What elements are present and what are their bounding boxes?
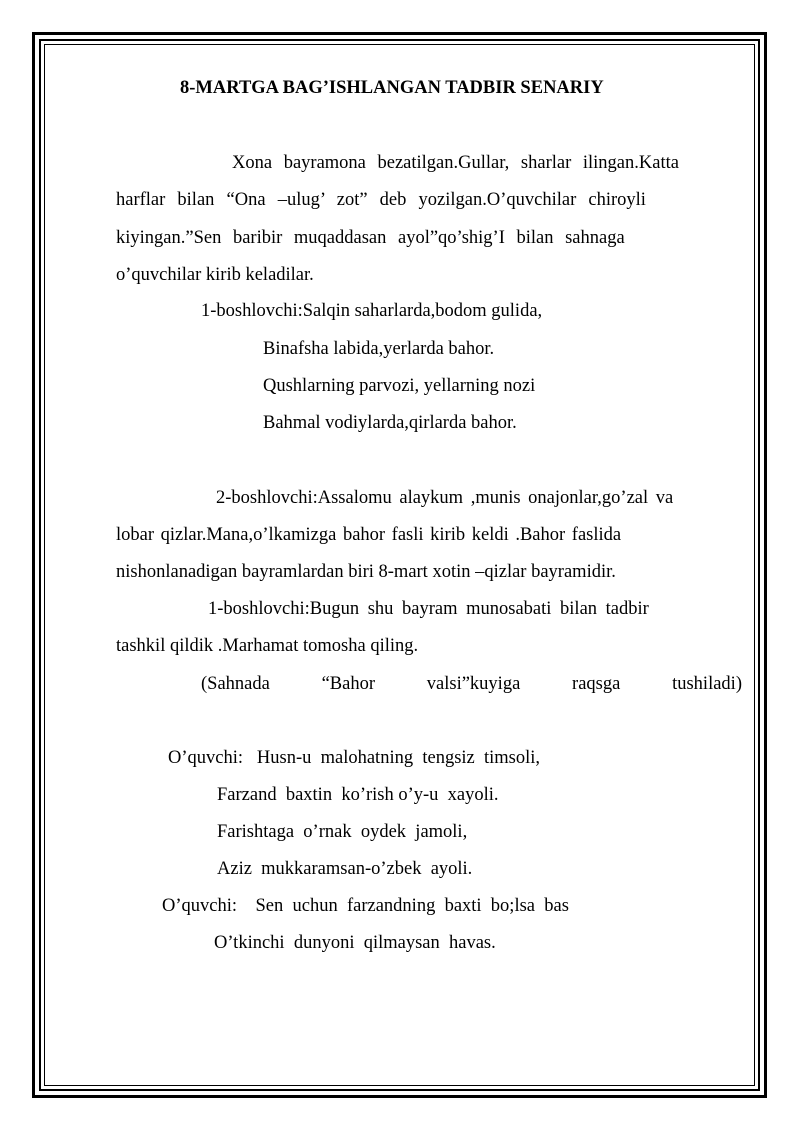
intro-line-4: o’quvchilar kirib keladilar. bbox=[116, 265, 314, 285]
stage-word-1: (Sahnada bbox=[201, 674, 270, 694]
speech2-line-2: lobar qizlar.Mana,o’lkamizga bahor fasli kirib keldi .Bahor faslida bbox=[116, 525, 622, 545]
intro-line-2: harflar bilan “Ona –ulug’ zot” deb yozilgan.O’quvchilar chiroyli bbox=[116, 190, 646, 210]
poem2-line-1: O’quvchi: Husn-u malohatning tengsiz timsoli, bbox=[168, 748, 541, 768]
poem2-line-4: Aziz mukkaramsan-o’zbek ayoli. bbox=[217, 859, 473, 879]
stage-word-2: “Bahor bbox=[321, 674, 376, 694]
poem2-line-3: Farishtaga o’rnak oydek jamoli, bbox=[217, 822, 468, 842]
poem2-line-6: O’tkinchi dunyoni qilmaysan havas. bbox=[214, 933, 496, 953]
speech2-line-1: 2-boshlovchi:Assalomu alaykum ,munis onajonlar,go’zal va bbox=[216, 488, 674, 508]
document-title: 8-MARTGA BAG’ISHLANGAN TADBIR SENARIY bbox=[180, 78, 604, 98]
speech2-line-3: nishonlanadigan bayramlardan biri 8-mart xotin –qizlar bayramidir. bbox=[116, 562, 616, 582]
speech3-line-1: 1-boshlovchi:Bugun shu bayram munosabati bilan tadbir bbox=[208, 599, 649, 619]
stage-direction bbox=[201, 673, 742, 695]
stage-word-5: tushiladi) bbox=[672, 674, 742, 694]
stage-word-3: valsi”kuyiga bbox=[426, 674, 521, 694]
poem1-line-1: 1-boshlovchi:Salqin saharlarda,bodom gulida, bbox=[201, 301, 543, 321]
stage-word-4: raqsga bbox=[572, 674, 621, 694]
intro-line-1-text: Xona bayramona bezatilgan.Gullar, sharlar ilingan.Katta bbox=[232, 153, 679, 173]
speech3-line-2: tashkil qildik .Marhamat tomosha qiling. bbox=[116, 636, 419, 656]
intro-line-1 bbox=[232, 152, 742, 174]
poem1-line-3: Qushlarning parvozi, yellarning nozi bbox=[263, 376, 536, 396]
poem2-line-2: Farzand baxtin ko’rish o’y-u xayoli. bbox=[217, 785, 499, 805]
poem1-line-2: Binafsha labida,yerlarda bahor. bbox=[263, 339, 495, 359]
poem1-line-4: Bahmal vodiylarda,qirlarda bahor. bbox=[263, 413, 517, 433]
poem2-line-5: O’quvchi: Sen uchun farzandning baxti bo;lsa bas bbox=[162, 896, 569, 916]
intro-line-3: kiyingan.”Sen baribir muqaddasan ayol”qo’shig’I bilan sahnaga bbox=[116, 228, 625, 248]
